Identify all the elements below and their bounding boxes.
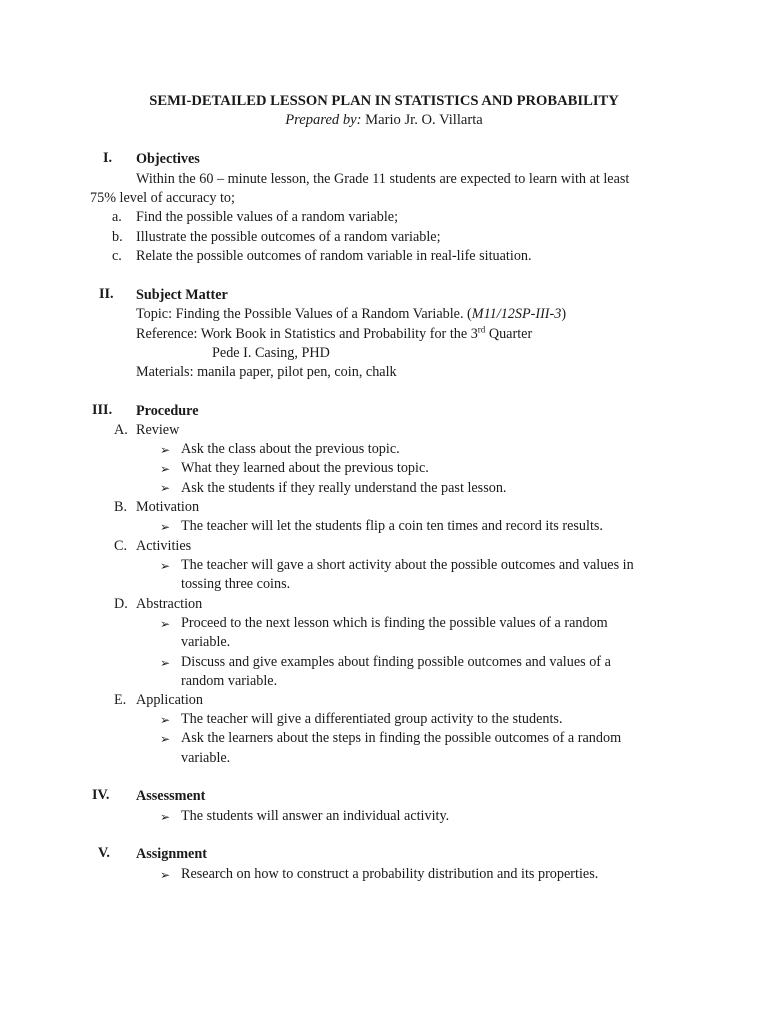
bullet-arrow-icon: ➢	[160, 732, 171, 746]
objective-a-text: Find the possible values of a random variable;	[136, 209, 399, 225]
step-c-label: Activities	[136, 538, 192, 554]
motivation-bullet-1: The teacher will let the students flip a coin ten times and record its results.	[181, 518, 603, 534]
section-4-heading: Assessment	[136, 788, 206, 804]
step-a-letter: A.	[114, 422, 128, 438]
author-name: Mario Jr. O. Villarta	[365, 112, 483, 128]
objectives-intro-line-2: 75% level of accuracy to;	[90, 190, 235, 206]
section-4-numeral: IV.	[92, 787, 110, 803]
reference-ordinal: rd	[477, 324, 486, 335]
abstraction-bullet-1-line-2: variable.	[181, 634, 231, 650]
bullet-arrow-icon: ➢	[160, 617, 171, 631]
objectives-intro-line-1: Within the 60 – minute lesson, the Grade 11 students are expected to learn with at least	[136, 171, 630, 187]
step-d-label: Abstraction	[136, 596, 203, 612]
bullet-arrow-icon: ➢	[160, 656, 171, 670]
bullet-arrow-icon: ➢	[160, 481, 171, 495]
topic-label: Topic: Finding the Possible Values of a Random Variable. (	[136, 306, 472, 322]
reference-author: Pede I. Casing, PHD	[212, 345, 330, 361]
section-2-heading: Subject Matter	[136, 287, 228, 303]
abstraction-bullet-2-line-2: random variable.	[181, 673, 278, 689]
bullet-arrow-icon: ➢	[160, 520, 171, 534]
abstraction-bullet-1-line-1: Proceed to the next lesson which is finding the possible values of a random	[181, 615, 608, 631]
assignment-bullet-1: Research on how to construct a probability distribution and its properties.	[181, 866, 599, 882]
activities-bullet-1-line-2: tossing three coins.	[181, 576, 291, 592]
section-2-numeral: II.	[99, 286, 114, 302]
assessment-bullet-1: The students will answer an individual activity.	[181, 808, 450, 824]
step-b-label: Motivation	[136, 499, 200, 515]
application-bullet-2-line-2: variable.	[181, 750, 231, 766]
objective-c-letter: c.	[112, 248, 122, 264]
objective-a-letter: a.	[112, 209, 122, 225]
step-a-label: Review	[136, 422, 180, 438]
reference-end: Quarter	[485, 326, 533, 342]
bullet-arrow-icon: ➢	[160, 559, 171, 573]
abstraction-bullet-2-line-1: Discuss and give examples about finding possible outcomes and values of a	[181, 654, 611, 670]
review-bullet-1: Ask the class about the previous topic.	[181, 441, 400, 457]
review-bullet-3: Ask the students if they really understand the past lesson.	[181, 480, 507, 496]
topic-line	[136, 305, 566, 324]
section-3-numeral: III.	[92, 402, 113, 418]
bullet-arrow-icon: ➢	[160, 713, 171, 727]
application-bullet-1: The teacher will give a differentiated group activity to the students.	[181, 711, 563, 727]
bullet-arrow-icon: ➢	[160, 810, 171, 824]
objective-b-letter: b.	[112, 229, 123, 245]
step-e-label: Application	[136, 692, 203, 708]
section-3-heading: Procedure	[136, 403, 199, 419]
step-d-letter: D.	[114, 596, 128, 612]
objective-c-text: Relate the possible outcomes of random variable in real-life situation.	[136, 248, 532, 264]
document-title: SEMI-DETAILED LESSON PLAN IN STATISTICS AND PROBABILITY	[149, 93, 619, 109]
reference-line	[136, 325, 532, 344]
section-1-heading: Objectives	[136, 151, 200, 167]
step-b-letter: B.	[114, 499, 128, 515]
bullet-arrow-icon: ➢	[160, 443, 171, 457]
reference-label: Reference: Work Book in Statistics and Probability for the 3	[136, 326, 478, 342]
step-c-letter: C.	[114, 538, 128, 554]
topic-close: )	[561, 306, 567, 322]
topic-code: M11/12SP-III-3	[471, 306, 562, 322]
section-5-numeral: V.	[98, 845, 110, 861]
section-5-heading: Assignment	[136, 846, 207, 862]
review-bullet-2: What they learned about the previous topic.	[181, 460, 429, 476]
section-1-numeral: I.	[103, 150, 113, 166]
materials-line: Materials: manila paper, pilot pen, coin, chalk	[136, 364, 397, 380]
step-e-letter: E.	[114, 692, 127, 708]
bullet-arrow-icon: ➢	[160, 462, 171, 476]
activities-bullet-1-line-1: The teacher will gave a short activity about the possible outcomes and values in	[181, 557, 634, 573]
objective-b-text: Illustrate the possible outcomes of a random variable;	[136, 229, 441, 245]
prepared-by-label: Prepared by:	[285, 112, 362, 128]
prepared-by-line	[0, 112, 768, 129]
bullet-arrow-icon: ➢	[160, 868, 171, 882]
application-bullet-2-line-1: Ask the learners about the steps in finding the possible outcomes of a random	[181, 730, 622, 746]
